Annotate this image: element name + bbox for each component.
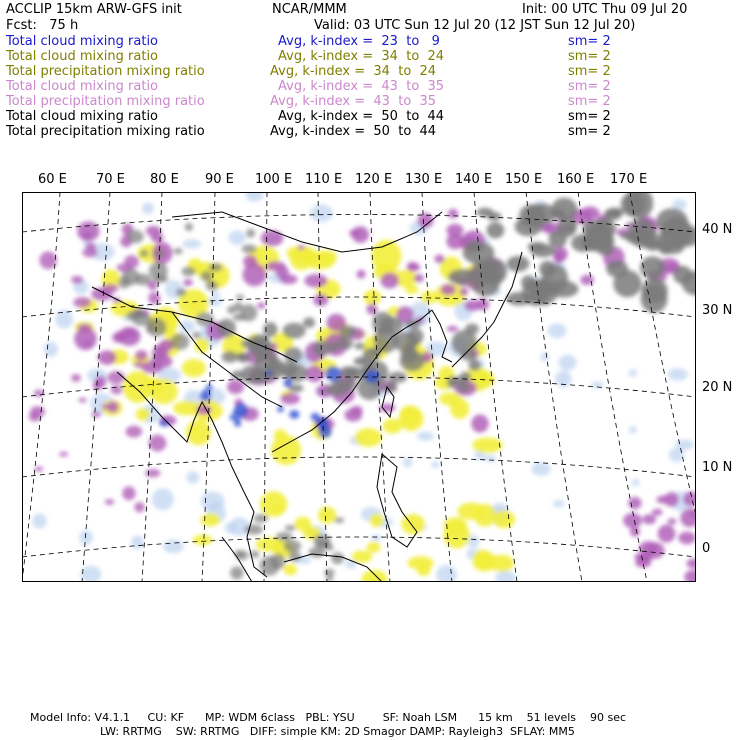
gray-cloud xyxy=(283,323,306,339)
yellow-cloud xyxy=(367,542,381,553)
purple-precip xyxy=(151,233,163,243)
purple-precip xyxy=(344,408,362,421)
purple-precip xyxy=(257,302,265,309)
field-smoothing: sm= 2 xyxy=(568,64,611,79)
gray-cloud xyxy=(457,384,470,393)
model-title: ACCLIP 15km ARW-GFS init xyxy=(6,2,182,17)
gray-cloud xyxy=(315,540,332,549)
yellow-cloud xyxy=(352,550,373,563)
gray-cloud xyxy=(285,525,296,531)
purple-precip xyxy=(628,497,641,509)
field-smoothing: sm= 2 xyxy=(568,79,611,94)
purple-precip xyxy=(658,525,676,543)
gray-cloud xyxy=(528,242,547,252)
yellow-cloud xyxy=(123,371,153,403)
light-blue-cloud xyxy=(163,540,184,554)
purple-precip xyxy=(471,414,488,432)
gray-cloud xyxy=(241,365,264,384)
purple-precip xyxy=(448,209,459,219)
purple-precip xyxy=(357,270,366,279)
yellow-cloud xyxy=(283,564,297,575)
blue-cloud xyxy=(229,415,236,420)
longitude-label: 70 E xyxy=(96,172,125,187)
purple-precip xyxy=(145,469,160,477)
purple-precip xyxy=(107,401,119,413)
purple-precip xyxy=(112,332,126,342)
light-blue-cloud xyxy=(531,462,550,476)
gray-cloud xyxy=(641,284,668,313)
yellow-cloud xyxy=(200,513,220,526)
purple-precip xyxy=(59,452,68,457)
yellow-cloud xyxy=(472,550,492,571)
purple-precip xyxy=(111,385,123,394)
yellow-cloud xyxy=(318,250,337,263)
purple-precip xyxy=(434,255,444,264)
purple-precip xyxy=(280,393,300,404)
purple-precip xyxy=(183,279,193,286)
init-time: Init: 00 UTC Thu 09 Jul 20 xyxy=(522,2,688,17)
light-blue-cloud xyxy=(79,530,93,545)
light-blue-cloud xyxy=(629,426,637,433)
gray-cloud xyxy=(237,352,247,361)
latitude-label: 0 xyxy=(702,541,711,556)
yellow-cloud xyxy=(136,408,150,421)
yellow-cloud xyxy=(408,556,434,569)
latitude-label: 30 N xyxy=(702,303,733,318)
light-blue-cloud xyxy=(548,323,567,338)
purple-precip xyxy=(126,426,143,438)
gray-cloud xyxy=(230,566,243,579)
light-blue-cloud xyxy=(310,205,333,222)
gray-cloud xyxy=(487,222,505,238)
gray-cloud xyxy=(343,367,366,379)
field-smoothing: sm= 2 xyxy=(568,49,611,64)
purple-precip xyxy=(107,371,125,384)
latitude-label: 40 N xyxy=(702,222,733,237)
gray-cloud xyxy=(339,325,356,336)
gray-cloud xyxy=(209,263,223,272)
field-smoothing: sm= 2 xyxy=(568,124,611,139)
gray-cloud xyxy=(171,333,190,350)
purple-precip xyxy=(243,255,257,268)
field-average: Avg, k-index = 50 to 44 xyxy=(278,109,445,124)
purple-precip xyxy=(134,362,144,368)
gray-cloud xyxy=(236,294,245,299)
light-blue-cloud xyxy=(631,479,639,487)
gray-cloud xyxy=(146,324,155,333)
field-name: Total cloud mixing ratio xyxy=(6,79,159,94)
light-blue-cloud xyxy=(403,457,412,467)
gray-cloud xyxy=(400,351,425,372)
gray-cloud xyxy=(284,540,301,552)
purple-precip xyxy=(134,502,144,512)
blue-cloud xyxy=(365,370,380,382)
gray-cloud xyxy=(176,288,187,297)
gray-cloud xyxy=(192,331,200,338)
purple-precip xyxy=(645,542,665,559)
gray-cloud xyxy=(482,258,507,284)
purple-precip xyxy=(460,287,468,296)
purple-precip xyxy=(34,390,44,397)
longitude-label: 140 E xyxy=(455,172,493,187)
gray-cloud xyxy=(303,317,315,328)
blue-cloud xyxy=(284,378,293,387)
field-name: Total precipitation mixing ratio xyxy=(6,124,205,139)
longitude-label: 160 E xyxy=(557,172,595,187)
longitude-label: 150 E xyxy=(505,172,543,187)
purple-precip xyxy=(79,398,87,403)
light-blue-cloud xyxy=(629,369,638,377)
gray-cloud xyxy=(245,524,263,534)
gray-cloud xyxy=(549,230,567,247)
field-average: Avg, k-index = 34 to 24 xyxy=(278,49,445,64)
gray-cloud xyxy=(334,517,344,523)
gray-cloud xyxy=(260,556,280,576)
light-blue-cloud xyxy=(672,199,687,210)
yellow-cloud xyxy=(421,291,437,304)
field-smoothing: sm= 2 xyxy=(568,34,611,49)
purple-precip xyxy=(408,264,420,270)
purple-precip xyxy=(71,374,81,382)
purple-precip xyxy=(642,514,656,524)
purple-precip xyxy=(553,252,564,264)
light-blue-cloud xyxy=(182,239,201,248)
blue-cloud xyxy=(159,420,169,427)
purple-precip xyxy=(91,411,100,417)
gray-cloud xyxy=(246,229,255,238)
gray-cloud xyxy=(196,312,214,326)
purple-precip xyxy=(83,341,92,347)
valid-time: Valid: 03 UTC Sun 12 Jul 20 (12 JST Sun 12 Jul 20) xyxy=(314,18,636,33)
yellow-cloud xyxy=(472,437,502,452)
purple-precip xyxy=(440,284,455,295)
yellow-cloud xyxy=(260,491,288,517)
purple-precip xyxy=(379,404,395,412)
gray-cloud xyxy=(521,275,536,289)
latitude-label: 10 N xyxy=(702,460,733,475)
gray-cloud xyxy=(324,569,334,578)
light-blue-cloud xyxy=(540,352,549,362)
center-label: NCAR/MMM xyxy=(272,2,347,17)
forecast-map xyxy=(22,192,696,582)
field-average: Avg, k-index = 34 to 24 xyxy=(270,64,437,79)
blue-cloud xyxy=(277,406,284,412)
footer-physics-info: LW: RRTMG SW: RRTMG DIFF: simple KM: 2D Smagor DAMP: Rayleigh3 SFLAY: MM5 xyxy=(100,725,575,738)
gray-cloud xyxy=(185,223,193,231)
light-blue-cloud xyxy=(417,431,434,440)
gray-cloud xyxy=(542,264,568,292)
gray-cloud xyxy=(236,550,249,560)
purple-precip xyxy=(77,324,92,332)
field-name: Total precipitation mixing ratio xyxy=(6,94,205,109)
purple-precip xyxy=(112,297,121,302)
purple-precip xyxy=(380,273,399,289)
purple-precip xyxy=(447,326,459,332)
light-blue-cloud xyxy=(668,368,688,381)
field-name: Total cloud mixing ratio xyxy=(6,49,159,64)
gray-cloud xyxy=(353,357,366,365)
gray-cloud xyxy=(329,341,340,352)
blue-cloud xyxy=(311,413,320,421)
light-blue-cloud xyxy=(431,461,439,468)
purple-precip xyxy=(414,274,424,282)
purple-precip xyxy=(105,499,115,505)
gray-cloud xyxy=(217,319,236,338)
yellow-cloud xyxy=(493,511,515,529)
purple-precip xyxy=(34,466,43,471)
purple-precip xyxy=(95,376,106,388)
purple-precip xyxy=(446,233,463,249)
purple-precip xyxy=(623,513,642,528)
gray-cloud xyxy=(206,281,219,291)
purple-precip xyxy=(656,496,669,504)
yellow-cloud xyxy=(399,406,424,431)
yellow-cloud xyxy=(173,401,200,416)
light-blue-cloud xyxy=(553,500,565,507)
purple-precip xyxy=(304,274,327,288)
gray-cloud xyxy=(276,532,293,541)
purple-precip xyxy=(102,284,118,293)
purple-precip xyxy=(261,230,284,246)
purple-precip xyxy=(313,294,328,306)
purple-precip xyxy=(30,406,45,417)
longitude-label: 130 E xyxy=(405,172,443,187)
gray-cloud xyxy=(135,274,151,286)
purple-precip xyxy=(667,518,676,524)
gray-cloud xyxy=(182,267,196,277)
yellow-cloud xyxy=(474,504,496,527)
longitude-label: 110 E xyxy=(305,172,343,187)
field-smoothing: sm= 2 xyxy=(568,94,611,109)
gray-cloud xyxy=(127,230,144,243)
field-name: Total cloud mixing ratio xyxy=(6,34,159,49)
purple-precip xyxy=(581,206,600,220)
yellow-cloud xyxy=(355,428,382,447)
gray-cloud xyxy=(133,308,145,318)
light-blue-cloud xyxy=(484,455,496,462)
gray-cloud xyxy=(338,336,353,350)
purple-precip xyxy=(148,292,160,305)
light-blue-cloud xyxy=(208,297,223,306)
field-average: Avg, k-index = 43 to 35 xyxy=(278,79,445,94)
gray-cloud xyxy=(140,250,148,258)
blue-cloud xyxy=(234,403,248,418)
blue-cloud xyxy=(234,420,242,426)
gray-cloud xyxy=(506,292,532,306)
gray-cloud xyxy=(487,212,502,221)
gray-cloud xyxy=(254,514,269,523)
blue-cloud xyxy=(266,371,272,376)
field-average: Avg, k-index = 50 to 44 xyxy=(270,124,437,139)
yellow-cloud xyxy=(193,535,213,545)
longitude-label: 60 E xyxy=(38,172,67,187)
gray-cloud xyxy=(507,256,530,272)
field-name: Total precipitation mixing ratio xyxy=(6,64,205,79)
gray-cloud xyxy=(154,275,169,282)
purple-precip xyxy=(73,297,91,308)
gray-cloud xyxy=(233,302,242,311)
purple-precip xyxy=(305,365,324,382)
light-blue-cloud xyxy=(32,514,47,529)
purple-precip xyxy=(349,229,360,237)
purple-precip xyxy=(154,344,165,356)
purple-precip xyxy=(678,532,695,545)
light-blue-cloud xyxy=(558,355,576,371)
purple-precip xyxy=(77,221,99,241)
purple-precip xyxy=(39,251,56,269)
purple-precip xyxy=(276,266,289,279)
longitude-label: 80 E xyxy=(150,172,179,187)
light-blue-cloud xyxy=(555,371,572,388)
gray-cloud xyxy=(448,269,478,285)
yellow-cloud xyxy=(401,514,425,534)
light-blue-cloud xyxy=(186,471,199,484)
footer-model-info: Model Info: V4.1.1 CU: KF MP: WDM 6class PBL: YSU SF: Noah LSM 15 km 51 levels 90 sec xyxy=(30,711,627,724)
gray-cloud xyxy=(606,208,623,218)
yellow-cloud xyxy=(439,392,461,405)
gray-cloud xyxy=(658,238,673,255)
light-blue-cloud xyxy=(675,439,694,450)
light-blue-cloud xyxy=(179,320,195,332)
purple-precip xyxy=(82,248,97,258)
purple-precip xyxy=(652,509,663,516)
gray-cloud xyxy=(354,343,365,350)
field-name: Total cloud mixing ratio xyxy=(6,109,159,124)
gray-cloud xyxy=(465,323,479,334)
blue-cloud xyxy=(325,366,341,381)
yellow-cloud xyxy=(370,514,384,527)
field-average: Avg, k-index = 43 to 35 xyxy=(270,94,437,109)
longitude-label: 170 E xyxy=(610,172,648,187)
purple-precip xyxy=(149,435,167,452)
gray-cloud xyxy=(613,270,641,297)
purple-precip xyxy=(366,304,377,315)
light-blue-cloud xyxy=(152,488,174,510)
yellow-cloud xyxy=(182,359,206,377)
forecast-hour: Fcst: 75 h xyxy=(6,18,79,33)
light-blue-cloud xyxy=(131,535,144,549)
field-smoothing: sm= 2 xyxy=(568,109,611,124)
gray-cloud xyxy=(263,322,277,337)
gray-cloud xyxy=(468,359,480,371)
gray-cloud xyxy=(155,250,166,258)
field-average: Avg, k-index = 23 to 9 xyxy=(278,34,440,49)
gray-cloud xyxy=(331,552,344,564)
purple-precip xyxy=(98,350,117,364)
latitude-label: 20 N xyxy=(702,380,733,395)
purple-precip xyxy=(124,255,139,268)
light-blue-cloud xyxy=(142,203,154,215)
purple-precip xyxy=(122,486,135,500)
gray-cloud xyxy=(583,220,606,237)
light-blue-cloud xyxy=(55,310,73,329)
light-blue-cloud xyxy=(228,231,245,245)
gray-cloud xyxy=(265,358,286,379)
longitude-label: 90 E xyxy=(205,172,234,187)
gray-cloud xyxy=(242,244,257,253)
yellow-cloud xyxy=(300,251,318,264)
purple-precip xyxy=(297,245,305,250)
gray-cloud xyxy=(407,328,423,345)
light-blue-cloud xyxy=(371,535,382,541)
blue-cloud xyxy=(318,425,331,438)
purple-precip xyxy=(135,350,148,361)
longitude-label: 100 E xyxy=(255,172,293,187)
purple-precip xyxy=(630,527,640,537)
yellow-cloud xyxy=(318,507,336,524)
yellow-cloud xyxy=(295,517,312,531)
blue-cloud xyxy=(289,410,299,419)
gray-cloud xyxy=(173,248,182,255)
purple-precip xyxy=(71,276,83,284)
gray-cloud xyxy=(200,271,212,281)
light-blue-cloud xyxy=(44,342,58,357)
gray-cloud xyxy=(222,351,238,363)
gray-cloud xyxy=(597,241,615,255)
longitude-label: 120 E xyxy=(355,172,393,187)
